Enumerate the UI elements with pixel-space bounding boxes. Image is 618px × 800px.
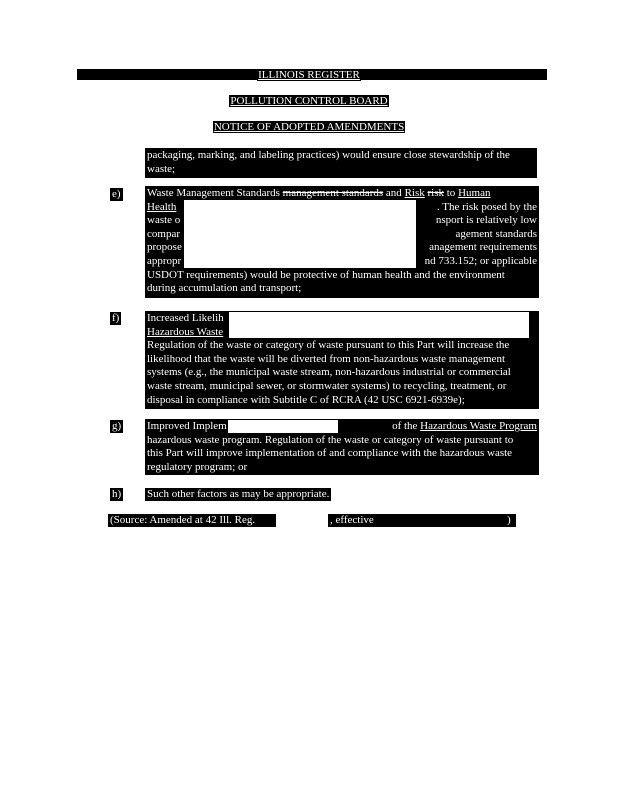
- source-note: (Source: Amended at 42 Ill. Reg.: [108, 514, 516, 527]
- item-h-text: Such other factors as may be appropriate.: [147, 488, 330, 500]
- item-g-label: g): [112, 420, 122, 432]
- redaction-box-source-date: [276, 514, 328, 527]
- continued-paragraph: packaging, marking, and labeling practices) would ensure close stewardship of the waste;: [145, 148, 537, 178]
- item-f-paragraph: Increased Likelih Hazardous Waste Regulation of the waste or category of waste pursuant to this Part will increase the likelihood that the waste will be diverted from non-hazardous waste management systems (e.g., the municipal waste stream, non-hazardous industrial or commercial waste stream, municipal sewer, or stormwater systems) to recycling, treatment, or disposal in compliance with Subtitle C of RCRA (42 USC 6921-6939e);: [145, 311, 539, 409]
- redaction-box-e: [184, 200, 416, 268]
- board-title: POLLUTION CONTROL BOARD: [230, 95, 388, 107]
- redaction-box-f: [229, 312, 529, 338]
- notice-title: NOTICE OF ADOPTED AMENDMENTS: [213, 121, 405, 133]
- item-f-label: f): [112, 312, 120, 324]
- item-e-paragraph: Waste Management Standards management standards and Risk risk to Human Health . The risk posed by the waste o nsport is relatively low compar agement standards propose anagement requirements appropr nd 733.152; or applicable USDOT requirements) would be protective of human health and the environment during accumulation and transport;: [145, 186, 539, 298]
- register-title: ILLINOIS REGISTER: [258, 69, 360, 81]
- item-g-paragraph: Improved Implem of the Hazardous Waste Program hazardous waste program. Regulation of the waste or category of waste pursuant to this Part will improve implementation of and compliance with the hazardous waste regulatory program; or: [145, 419, 539, 475]
- source-effective: , effective: [330, 514, 374, 526]
- item-h-label: h): [112, 488, 122, 500]
- source-close-paren: ): [507, 514, 511, 526]
- redaction-box-g: [228, 420, 338, 433]
- item-e-label: e): [112, 188, 121, 200]
